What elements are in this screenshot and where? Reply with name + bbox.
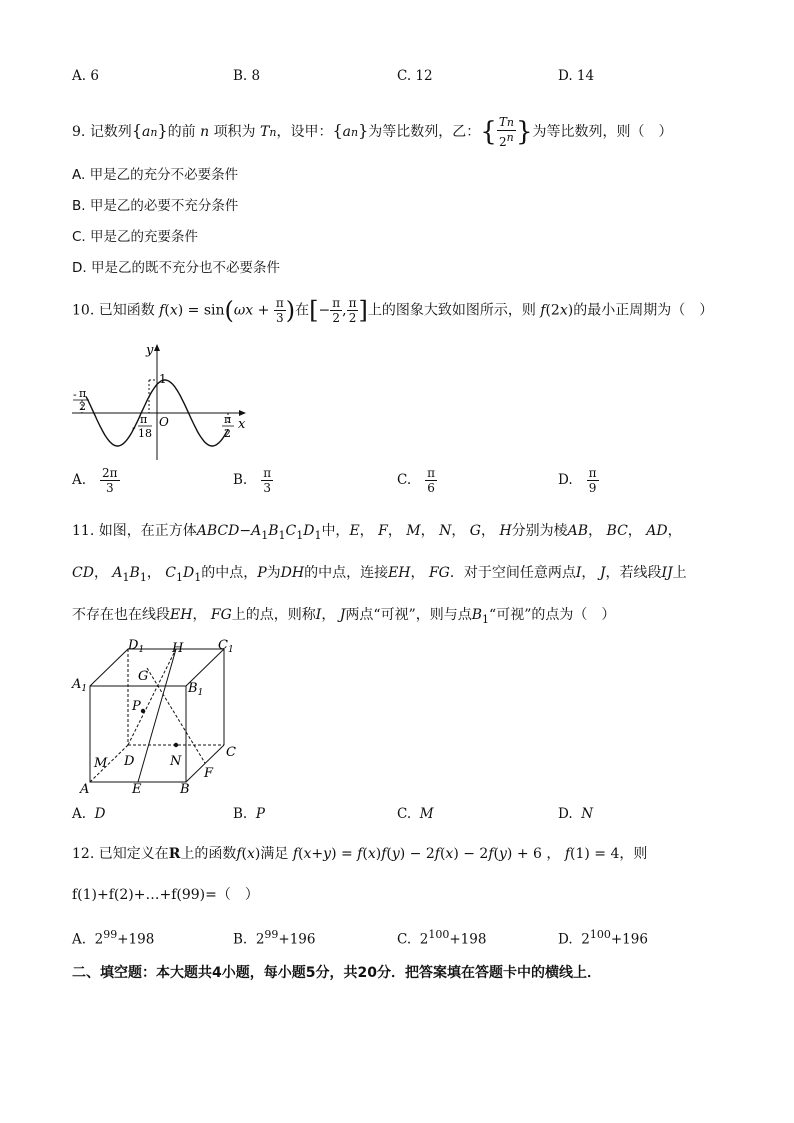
q12-option-a: A. $2^{99}+198$ [72, 928, 155, 948]
q10-stem: 10. 已知函数 f(x) = sin(ωx + $\frac{\pi}{3}$ )在[− $\frac{\pi}{2}$ , $\frac{\pi}{2}$ ]上的图象大致如图所示，则 f(2x)的最小正周期为（ ） [72, 296, 714, 325]
q9-option-a: A. 甲是乙的充分不必要条件 [72, 167, 239, 183]
q9-option-b: B. 甲是乙的必要不充分条件 [72, 198, 239, 214]
mid-num: π [140, 413, 148, 426]
right-bound-num: π [224, 413, 232, 426]
q11-option-b: B. P [233, 806, 265, 822]
q10-option-b: B. $\frac{\pi}{3}$ [233, 466, 272, 495]
label-C: C [226, 745, 236, 760]
q9-option-c: C. 甲是乙的充要条件 [72, 229, 199, 245]
q11-line3: 不存在也在线段EH， FG上的点，则称I， J两点“可视”，则与点$B_1“$可视”的点为（ ） [72, 607, 616, 626]
mid-den: 18 [138, 427, 152, 440]
svg-text:-: - [73, 388, 77, 401]
label-G: G [138, 669, 149, 684]
label-F: F [204, 766, 214, 781]
left-bound-den: 2 [79, 400, 86, 413]
q12-stem: 12. 已知定义在R上的函数f(x)满足 f(x+y) = f(x)f(y) − 2f(x) − 2f(y) + 6 ， f(1) = 4，则 [72, 846, 648, 862]
q11-option-d: D. N [558, 806, 594, 822]
label-A: A [80, 782, 90, 797]
q12-option-b: B. $2^{99}+196$ [233, 928, 316, 948]
label-D: D [124, 754, 135, 769]
label-P: P [132, 699, 141, 714]
q9-stem: 9. 记数列{an}的前 n 项积为 Tn，设甲：{an}为等比数列，乙：{ $\frac{Tn}{2^n}$ }为等比数列，则（ ） [72, 115, 673, 149]
label-A1: $A_1$ [72, 677, 88, 694]
q12-line2: f(1)+f(2)+…+f(99)=（ ） [72, 887, 259, 903]
origin-label: O [159, 415, 169, 429]
q11-option-a: A. D [72, 806, 106, 822]
q10-sine-graph [70, 340, 250, 465]
q8-option-a: A. 6 [72, 68, 99, 84]
label-N: N [170, 754, 182, 769]
label-B: B [180, 782, 190, 797]
q11-option-c: C. M [397, 806, 434, 822]
label-E: E [132, 782, 142, 797]
q11-line1: 11. 如图，在正方体$ABCD-A_1B_1C_1D_1$中，E， F， M， N， G， H分别为棱AB， BC， AD， [72, 523, 682, 542]
q12-option-d: D. $2^{100}+196$ [558, 928, 648, 948]
right-bound-den: 2 [224, 427, 231, 440]
q12-option-c: C. $2^{100}+198$ [397, 928, 487, 948]
q9-option-d: D. 甲是乙的既不充分也不必要条件 [72, 260, 280, 276]
label-H: H [172, 641, 184, 656]
q8-option-d: D. 14 [558, 68, 595, 84]
q11-cube-figure [68, 638, 248, 798]
q11-line2: CD， $A_1B_1$， $C_1D_1$的中点，P为DH的中点，连接EH， FG．对于空间任意两点I， J，若线段IJ上 [72, 565, 687, 584]
y-axis-label: y [146, 343, 154, 358]
q10-option-c: C. $\frac{\pi}{6}$ [397, 466, 436, 495]
label-M: M [94, 756, 108, 771]
label-D1: $D_1$ [128, 638, 145, 655]
q10-option-a: A. $\frac{2\pi}{3}$ [72, 466, 118, 495]
label-C1: $C_1$ [218, 638, 234, 655]
x-axis-label: x [238, 417, 246, 432]
svg-text:-: - [132, 421, 136, 434]
q8-option-c: C. 12 [397, 68, 433, 84]
max-label: 1 [159, 372, 167, 386]
q8-option-b: B. 8 [233, 68, 261, 84]
left-bound-num: π [79, 387, 87, 400]
section-2-heading: 二、填空题：本大题共4小题，每小题5分，共20分．把答案填在答题卡中的横线上． [72, 965, 601, 981]
q10-option-d: D. $\frac{\pi}{9}$ [558, 466, 597, 495]
label-B1: $B_1$ [188, 681, 204, 698]
